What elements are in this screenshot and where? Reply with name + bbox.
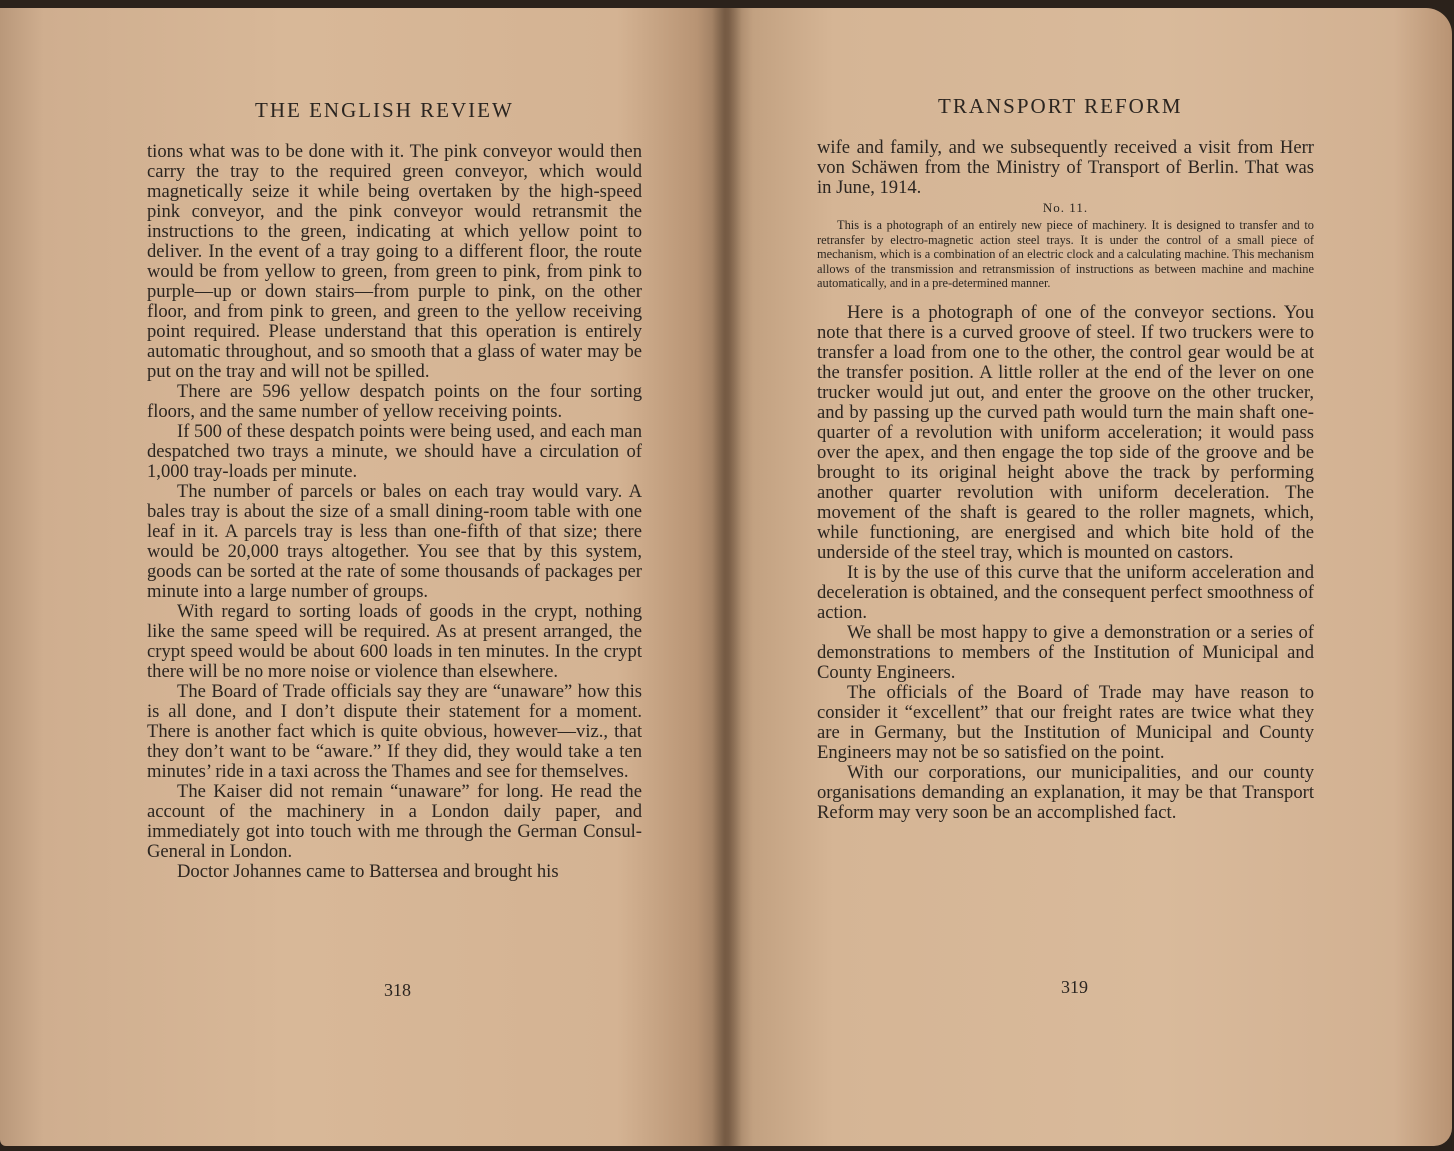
paragraph: wife and family, and we subsequently received a visit from Herr von Schäwen from the Ministry of Transport of Berlin. That was in June, 1914. <box>817 137 1314 198</box>
paragraph: With regard to sorting loads of goods in the crypt, nothing like the same speed will be required. As at present arranged, the crypt speed would be about 600 loads in ten minutes. In the crypt there will be no more noise or violence than elsewhere. <box>147 601 642 682</box>
paragraph: We shall be most happy to give a demonstration or a series of demonstrations to members of the Institution of Municipal and County Engineers. <box>817 621 1314 683</box>
paragraph: tions what was to be done with it. The pink conveyor would then carry the tray to the required green conveyor, which would magnetically seize it while being overtaken by the high-speed pink conveyor, and the pink conveyor would retransmit the instructions to the green, indicating at which yellow point to deliver. In the event of a tray going to a different floor, the route would be from yellow to green, from green to pink, from pink to purple—up or down stairs—from purple to pink, on the other floor, and from pink to green, and green to the yellow receiving point required. Please understand that this operation is entirely automatic throughout, and so smooth that a glass of water may be put on the tray and will not be spilled. <box>147 141 642 382</box>
running-head-left: THE ENGLISH REVIEW <box>255 98 514 122</box>
paragraph: The Board of Trade officials say they are “unaware” how this is all done, and I don’t dispute their statement for a moment. There is another fact which is quite obvious, however—viz., that they don’t want to be “aware.” If they did, they would take a ten minutes’ ride in a taxi across the Thames and see for themselves. <box>147 681 642 782</box>
paragraph: With our corporations, our municipalities, and our county organisations demanding an explanation, it may be that Transport Reform may very soon be an accomplished fact. <box>817 761 1314 823</box>
figure-number: No. 11. <box>1042 200 1089 215</box>
paragraph: Here is a photograph of one of the conveyor sections. You note that there is a curved groove of steel. If two truckers were to transfer a load from one to the other, the control gear would be at the transfer position. A little roller at the end of the lever on one trucker would jut out, and enter the groove on the other trucker, and by passing up the curved path would turn the main shaft one-quarter of a revolution with uniform acceleration; it would pass over the apex, and then engage the top side of the groove and be brought to its original height above the track by performing another quarter revolution with uniform deceleration. The movement of the shaft is geared to the roller magnets, which, while functioning, are energised and which bite hold of the underside of the steel tray, which is mounted on castors. <box>817 301 1314 563</box>
paragraph: It is by the use of this curve that the uniform acceleration and deceleration is obtained, and the consequent perfect smoothness of action. <box>817 561 1314 623</box>
page-number-left: 318 <box>384 980 411 1000</box>
left-page-body <box>147 142 642 882</box>
left-page <box>0 8 726 1146</box>
running-head-right: TRANSPORT REFORM <box>938 94 1183 118</box>
right-page <box>724 8 1452 1146</box>
paragraph: If 500 of these despatch points were being used, and each man despatched two trays a minute, we should have a circulation of 1,000 tray-loads per minute. <box>147 421 642 482</box>
paragraph: The Kaiser did not remain “unaware” for long. He read the account of the machinery in a London daily paper, and immediately got into touch with me through the German Consul-General in London. <box>147 781 642 862</box>
right-page-body <box>817 138 1314 823</box>
paragraph: There are 596 yellow despatch points on the four sorting floors, and the same number of yellow receiving points. <box>147 381 642 422</box>
paragraph: The number of parcels or bales on each tray would vary. A bales tray is about the size of a small dining-room table with one leaf in it. A parcels tray is less than one-fifth of that size; there would be 20,000 trays altogether. You see that by this system, goods can be sorted at the rate of some thousands of packages per minute into a large number of groups. <box>147 481 642 602</box>
paragraph: Doctor Johannes came to Battersea and brought his <box>177 861 559 882</box>
figure-caption: This is a photograph of an entirely new piece of machinery. It is designed to transfer and to retransfer by electro-magnetic action steel trays. It is under the control of a small piece of mechanism, which is a combination of an electric clock and a calculating machine. This mechanism allows of the transmission and retransmission of instructions as between machine and machine automatically, and in a pre-determined manner. <box>817 218 1314 290</box>
page-number-right: 319 <box>1061 977 1088 997</box>
paragraph: The officials of the Board of Trade may have reason to consider it “excellent” that our freight rates are twice what they are in Germany, but the Institution of Municipal and County Engineers may not be so satisfied on the point. <box>817 681 1314 763</box>
